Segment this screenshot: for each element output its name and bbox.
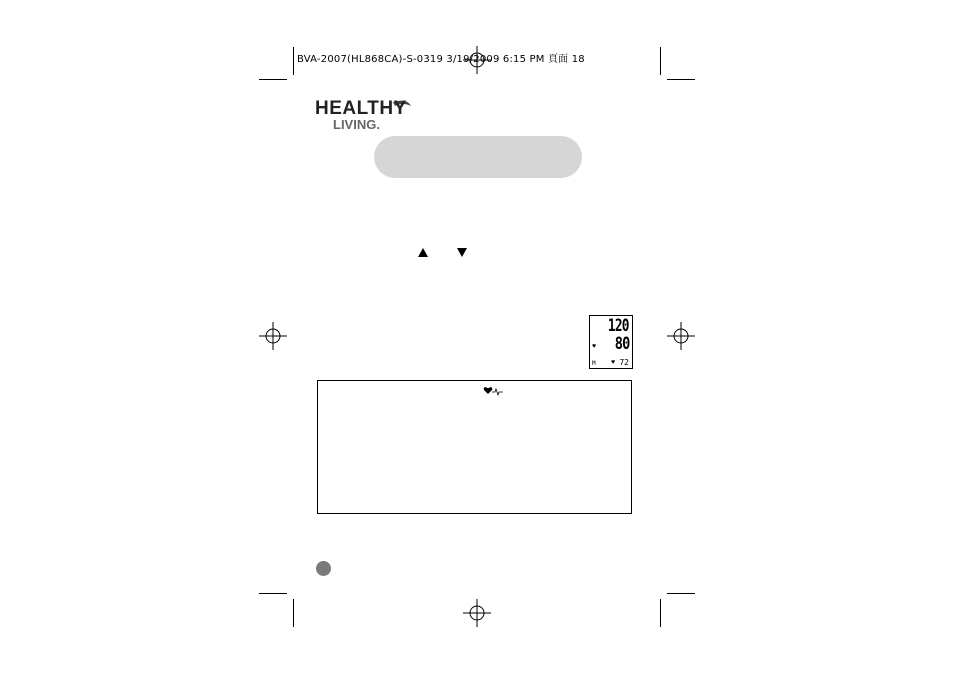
lcd-systolic: 120 bbox=[608, 316, 629, 336]
note-box bbox=[317, 380, 632, 514]
section-title-banner bbox=[374, 136, 582, 178]
registration-mark-top bbox=[463, 46, 491, 74]
irregular-heartbeat-icon: ♥ bbox=[592, 343, 597, 350]
registration-mark-left bbox=[259, 322, 287, 350]
healthy-living-logo bbox=[315, 98, 415, 140]
print-slug: BVA-2007(HL868CA)-S-0319 3/19/2009 6:15 PM 頁面 18 bbox=[297, 54, 585, 65]
triangle-up-icon bbox=[418, 248, 428, 257]
logo-word-healthy: HEALTHY bbox=[315, 98, 407, 119]
lcd-memory-indicator: M bbox=[592, 360, 596, 367]
logo-word-living: LIVING. bbox=[333, 117, 380, 132]
lcd-display bbox=[589, 315, 633, 369]
registration-mark-bottom bbox=[463, 599, 491, 627]
lcd-diastolic: 80 bbox=[614, 334, 629, 354]
irregular-heartbeat-icon bbox=[483, 386, 505, 396]
triangle-down-icon bbox=[457, 248, 467, 257]
page-number-badge bbox=[316, 561, 331, 576]
heart-icon: ♥ bbox=[611, 359, 616, 366]
lcd-pulse: 72 bbox=[619, 358, 629, 367]
registration-mark-right bbox=[667, 322, 695, 350]
